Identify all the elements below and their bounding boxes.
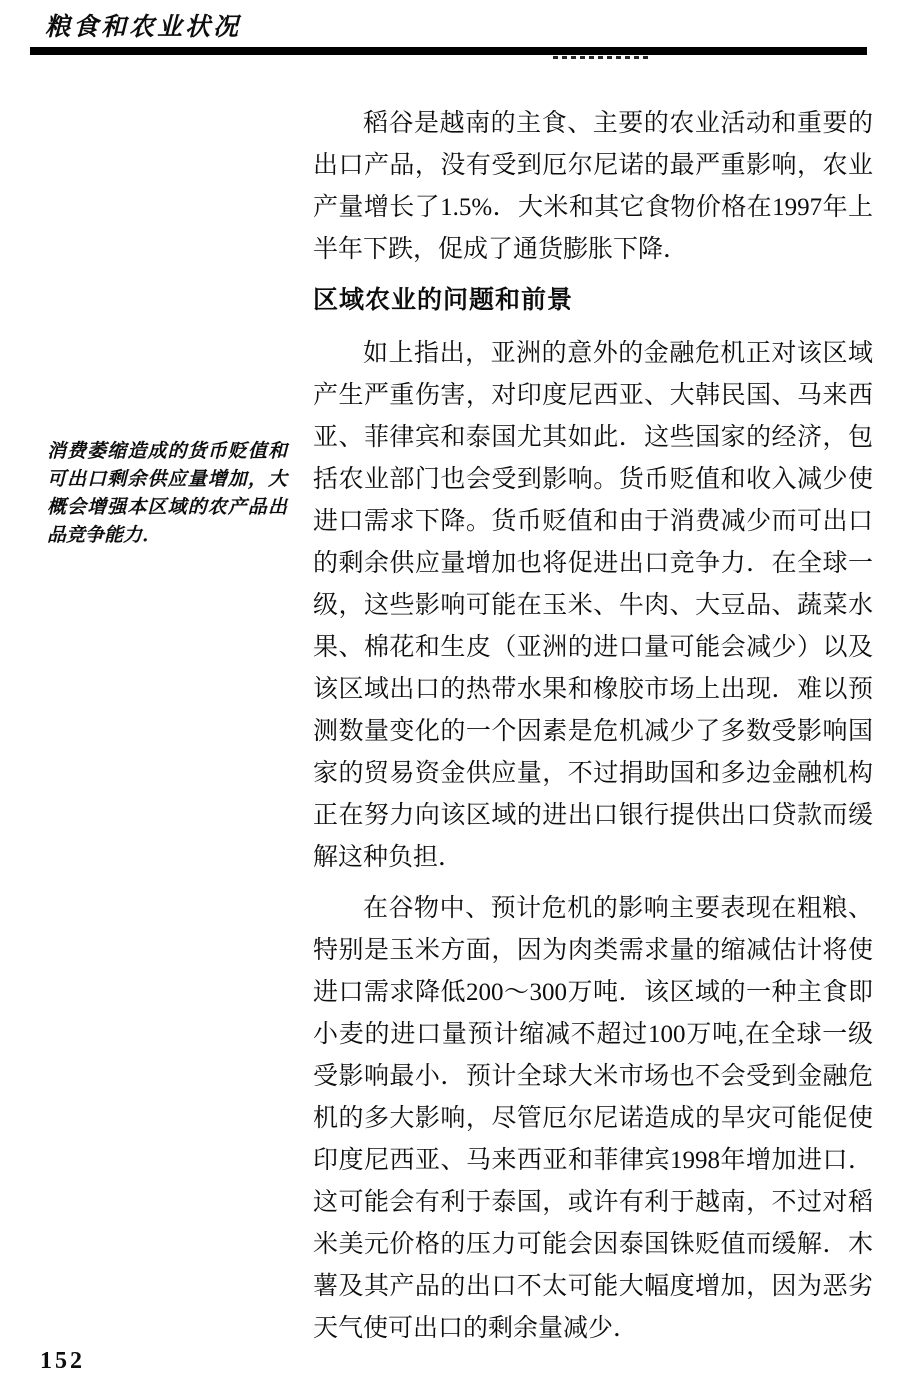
main-text-column xyxy=(313,103,873,1359)
margin-note: 消费萎缩造成的货币贬值和可出口剩余供应量增加，大概会增强本区域的农产品出品竞争能力． xyxy=(47,441,287,546)
page-number: 152 xyxy=(40,1348,85,1374)
paragraph-cereals-outlook: 在谷物中、预计危机的影响主要表现在粗粮、特别是玉米方面，因为肉类需求量的缩减估计将使进口需求降低200～300万吨．该区域的一种主食即小麦的进口量预计缩减不超过100万吨,在全球一级受影响最小．预计全球大米市场也不会受到金融危机的多大影响，尽管厄尔尼诺造成的旱灾可能促使印度尼西亚、马来西亚和菲律宾1998年增加进口．这可能会有利于泰国，或许有利于越南，不过对稻米美元价格的压力可能会因泰国铢贬值而缓解．木薯及其产品的出口不太可能大幅度增加，因为恶劣天气使可出口的剩余量减少． xyxy=(313,895,873,1342)
paragraph-financial-crisis: 如上指出，亚洲的意外的金融危机正对该区域产生严重伤害，对印度尼西亚、大韩民国、马来西亚、菲律宾和泰国尤其如此．这些国家的经济，包括农业部门也会受到影响。货币贬值和收入减少使进口需求下降。货币贬值和由于消费减少而可出口的剩余供应量增加也将促进出口竞争力．在全球一级，这些影响可能在玉米、牛肉、大豆品、蔬菜水果、棉花和生皮（亚洲的进口量可能会减少）以及该区域出口的热带水果和橡胶市场上出现．难以预测数量变化的一个因素是危机减少了多数受影响国家的贸易资金供应量，不过捐助国和多边金融机构正在努力向该区域的进出口银行提供出口贷款而缓解这种负担． xyxy=(313,340,873,871)
header-rule-divider xyxy=(30,47,867,55)
paragraph-rice-vietnam: 稻谷是越南的主食、主要的农业活动和重要的出口产品，没有受到厄尔尼诺的最严重影响，农业产量增长了1.5%．大米和其它食物价格在1997年上半年下跌，促成了通货膨胀下降． xyxy=(313,110,873,263)
running-head-title: 粮食和农业状况 xyxy=(45,14,242,41)
scan-artifact-dashes xyxy=(553,56,648,59)
section-heading-regional-agriculture: 区域农业的问题和前景 xyxy=(313,287,574,314)
